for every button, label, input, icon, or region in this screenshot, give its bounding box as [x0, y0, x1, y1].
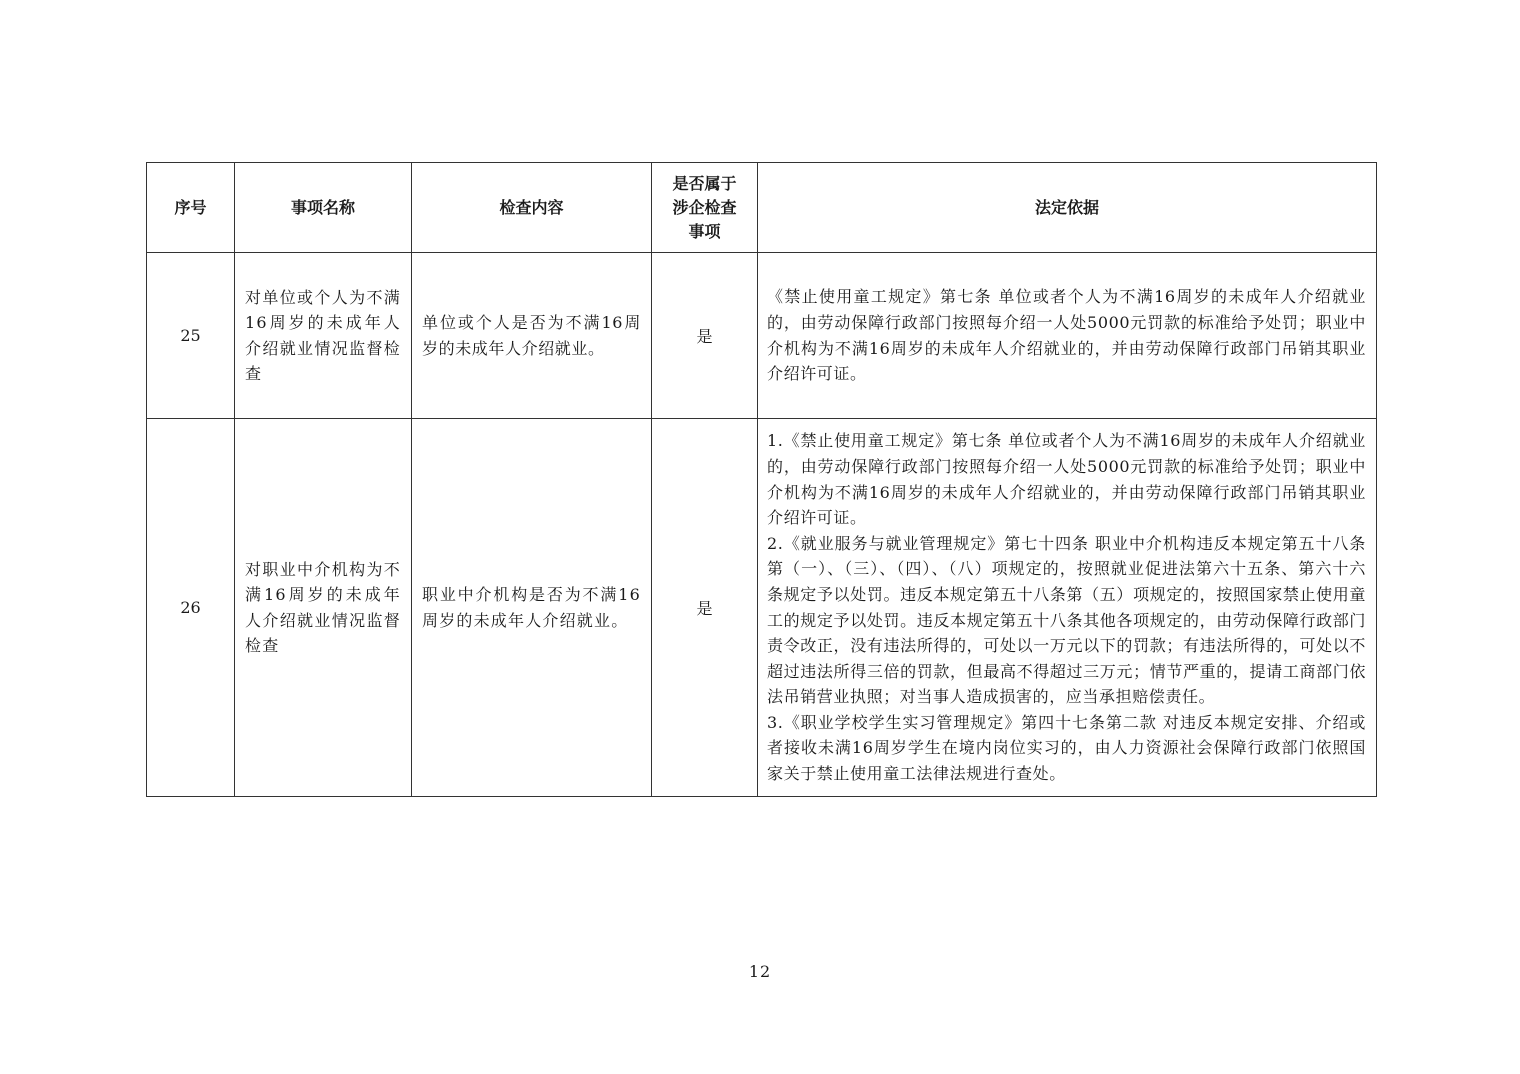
row-legal-basis [758, 253, 1377, 419]
legal-basis-paragraph: 《禁止使用童工规定》第七条 单位或者个人为不满16周岁的未成年人介绍就业的，由劳动保障行政部门按照每介绍一人处5000元罚款的标准给予处罚；职业中介机构为不满16周岁的未成年人介绍就业的，并由劳动保障行政部门吊销其职业介绍许可证。 [767, 287, 1366, 384]
table-row [147, 253, 1377, 419]
row-check-content [412, 253, 652, 419]
row-item-name-text: 对单位或个人为不满16周岁的未成年人介绍就业情况监督检查 [245, 287, 401, 383]
header-seq: 序号 [147, 163, 235, 253]
legal-basis-paragraph: 1.《禁止使用童工规定》第七条 单位或者个人为不满16周岁的未成年人介绍就业的，由劳动保障行政部门按照每介绍一人处5000元罚款的标准给予处罚；职业中介机构为不满16周岁的未成年人介绍就业的，并由劳动保障行政部门吊销其职业介绍许可证。 [767, 431, 1366, 528]
row-check-content-text: 单位或个人是否为不满16周岁的未成年人介绍就业。 [422, 313, 641, 358]
table-header-row [147, 163, 1377, 253]
header-item-name: 事项名称 [235, 163, 412, 253]
row-legal-basis-text [758, 284, 1376, 386]
row-seq: 26 [147, 419, 235, 797]
page-number: 12 [748, 962, 772, 981]
legal-basis-paragraph: 3.《职业学校学生实习管理规定》第四十七条第二款 对违反本规定安排、介绍或者接收未满16周岁学生在境内岗位实习的，由人力资源社会保障行政部门依照国家关于禁止使用童工法律法规进行查处。 [767, 712, 1366, 784]
row-seq: 25 [147, 253, 235, 419]
row-item-name [235, 253, 412, 419]
row-check-content-text: 职业中介机构是否为不满16周岁的未成年人介绍就业。 [422, 585, 641, 630]
header-enterprise-flag [652, 163, 758, 253]
row-item-name-text: 对职业中介机构为不满16周岁的未成年人介绍就业情况监督检查 [245, 559, 401, 655]
legal-basis-paragraph: 2.《就业服务与就业管理规定》第七十四条 职业中介机构违反本规定第五十八条第（一）、（三）、（四）、（八）项规定的，按照就业促进法第六十五条、第六十六条规定予以处罚。违反本规定第五十八条第（五）项规定的，按照国家禁止使用童工的规定予以处罚。违反本规定第五十八条其他各项规定的，由劳动保障行政部门责令改正，没有违法所得的，可处以一万元以下的罚款；有违法所得的，可处以不超过违法所得三倍的罚款，但最高不得超过三万元；情节严重的，提请工商部门依法吊销营业执照；对当事人造成损害的，应当承担赔偿责任。 [767, 533, 1366, 707]
row-check-content [412, 419, 652, 797]
row-enterprise-flag: 是 [652, 253, 758, 419]
inspection-items-table [146, 162, 1377, 797]
header-enterprise-flag-text: 是否属于涉企检查事项 [672, 173, 737, 241]
row-legal-basis [758, 419, 1377, 797]
row-legal-basis-text [758, 428, 1376, 786]
row-item-name [235, 419, 412, 797]
table-row [147, 419, 1377, 797]
header-check-content: 检查内容 [412, 163, 652, 253]
row-enterprise-flag: 是 [652, 419, 758, 797]
header-legal-basis: 法定依据 [758, 163, 1377, 253]
